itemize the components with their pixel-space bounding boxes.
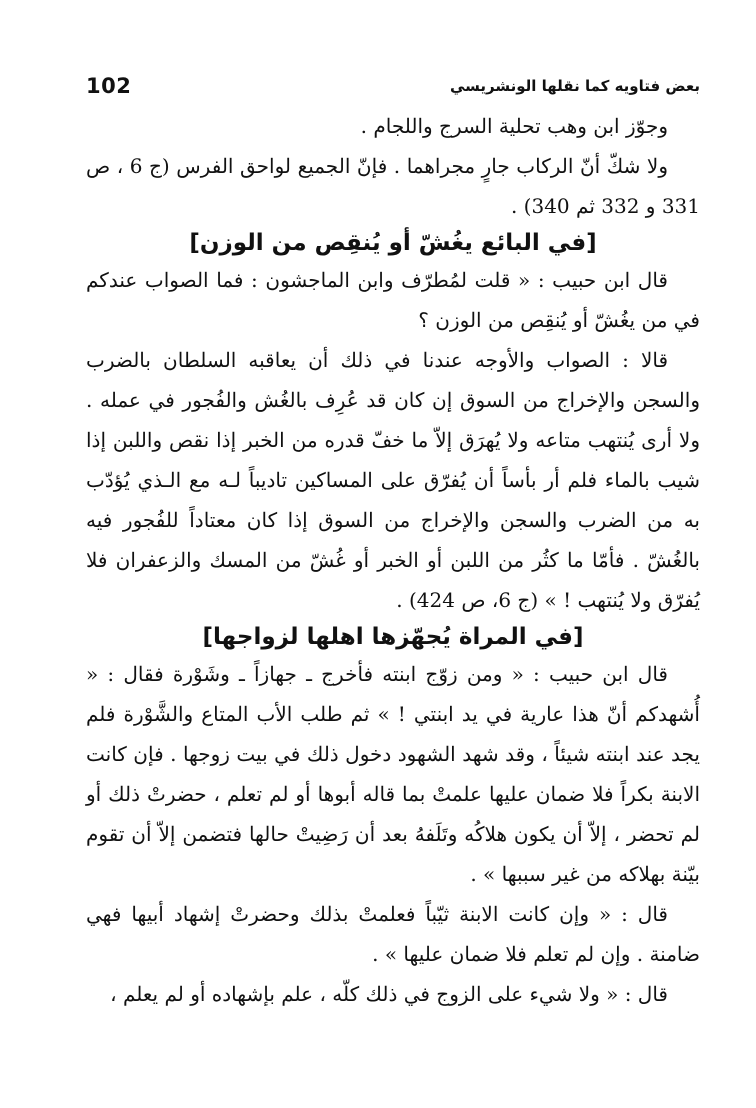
running-title: بعض فتاويه كما نقلها الونشريسي <box>449 77 700 95</box>
page-header <box>86 74 700 104</box>
paragraph-1: وجوّز ابن وهب تحلية السرج واللجام . <box>360 114 668 138</box>
section-title-bride-dowry: [في المراة يُجهّزها اهلها لزواجها] <box>202 624 584 650</box>
paragraph-2: ولا شكّ أنّ الركاب جارٍ مجراهما . فإنّ الجميع لواحق الفرس (ج 6 ، ص 331 و 332 ثم 340) . <box>86 154 700 218</box>
paragraph-4: قالا : الصواب والأوجه عندنا في ذلك أن يعاقبه السلطان بالضرب والسجن والإخراج من السوق إن كان قد عُرِف بالغُش والفُجور في عمله . ولا أرى يُنتهب متاعه ولا يُهرَق إلاّ ما خفّ قدره من الخبر إذا نقص واللبن إذا شيب بالماء فلم أر بأساً أن يُفرّق على المساكين تاديباً لـه مع الـذي يُؤدّب به من الضرب والسجن والإخراج من السوق إذا كان معتاداً للفُجور فيه بالغُشّ . فأمّا ما كثُر من اللبن أو الخبر أو غُشّ من المسك والزعفران فلا يُفرّق ولا يُنتهب ! » (ج 6، ص 424) . <box>86 348 700 612</box>
paragraph-5: قال ابن حبيب : « ومن زوّج ابنته فأخرج ـ جهازاً ـ وشَوْرة فقال : « أُشهدكم أنّ هذا عارية في يد ابنتي ! » ثم طلب الأب المتاع والشَّوْرة فلم يجد عند ابنته شيئاً ، وقد شهد الشهود دخول ذلك في بيت زوجها . فإن كانت الابنة بكراً فلا ضمان عليها علمتْ بما قاله أبوها أو لم تعلم ، حضرتْ ذلك أو لم تحضر ، إلاّ أن يكون هلاكُه وتَلَفهُ بعد أن رَضِيتْ حالها فتضمن إلاّ أن تقوم بيّنة بهلاكه من غير سببها » . <box>86 662 700 886</box>
paragraph-3: قال ابن حبيب : « قلت لمُطرّف وابن الماجشون : فما الصواب عندكم في من يغُشّ أو يُنقِص من الوزن ؟ <box>86 268 700 332</box>
page-number: 102 <box>86 74 132 98</box>
paragraph-7: قال : « ولا شيء على الزوج في ذلك كلّه ، علم بإشهاده أو لم يعلم ، <box>110 982 668 1006</box>
section-title-seller-fraud: [في البائع يغُشّ أو يُنقِص من الوزن] <box>189 230 597 256</box>
paragraph-6: قال : « وإن كانت الابنة ثيّباً فعلمتْ بذلك وحضرتْ إشهاد أبيها فهي ضامنة . وإن لم تعلم فلا ضمان عليها » . <box>86 902 700 966</box>
body-text <box>86 106 700 1014</box>
